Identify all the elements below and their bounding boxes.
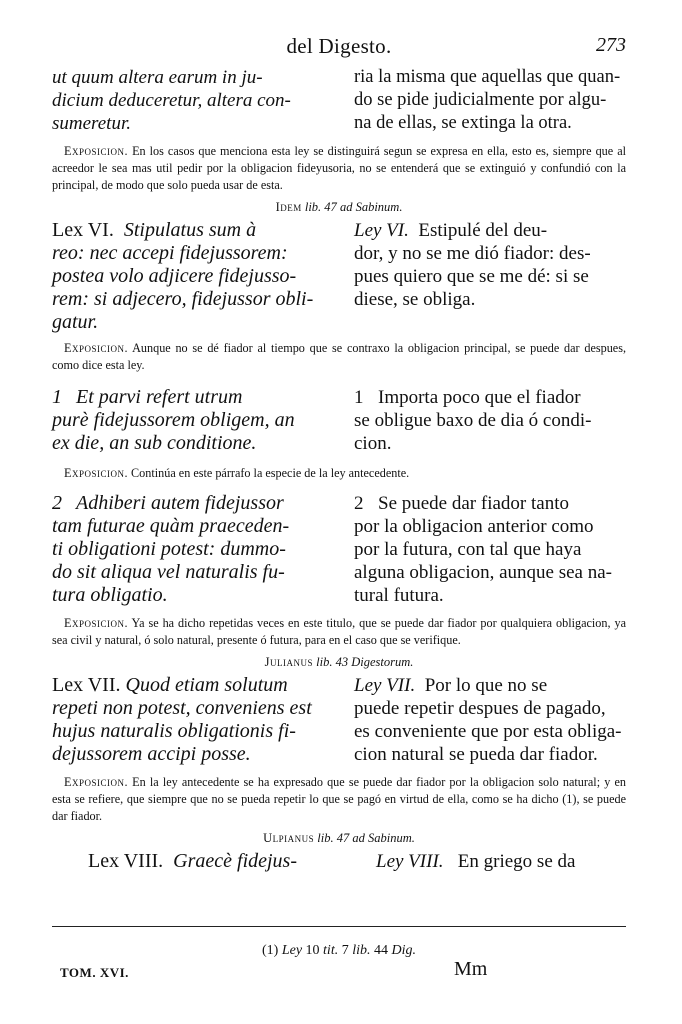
exposicion-note [52, 615, 626, 649]
paragraph-number: 2 [52, 492, 62, 514]
spanish-line: do se pide judicialmente por algu- [354, 90, 607, 110]
spanish-column [354, 66, 626, 135]
spanish-line: Estipulé del deu- [418, 220, 548, 241]
spanish-column [354, 674, 626, 766]
spanish-line: dor, y no se me dió fiador: des- [354, 243, 591, 264]
source-citation [52, 655, 626, 670]
spanish-line: Por lo que no se [424, 675, 548, 696]
spanish-line: es conveniente que por esta obliga- [354, 721, 622, 742]
footnote-mark: (1) [262, 943, 279, 958]
latin-line: hujus naturalis obligationis fi- [52, 720, 296, 742]
exposicion-label: Exposicion. [64, 775, 128, 789]
spanish-line: Importa poco que el fiador [378, 387, 581, 408]
spanish-line: puede repetir despues de pagado, [354, 698, 606, 719]
latin-line: do sit aliqua vel naturalis fu- [52, 561, 285, 583]
source-book: lib. 47 [304, 200, 337, 214]
spanish-column [354, 219, 626, 334]
exposicion-text: Ya se ha dicho repetidas veces en este titulo, que se puede dar fiador por qualquiera obligacion, ya sea civil y natural, ó solo natural, presente ó futura, para en el caso que se verifique. [52, 616, 626, 647]
ley-heading: Ley VIII. [376, 851, 444, 872]
exposicion-text: En los casos que menciona esta ley se distinguirá segun se expresa en ella, esto es, siempre que al acreedor le sea mas util pedir por la obligacion fideyusoria, no se entenderá que se extinguió y confundió con la principal, de modo que solo pueda usar de esta. [52, 144, 627, 192]
spanish-column [354, 386, 626, 455]
lex-vii-paragraph [52, 674, 626, 766]
lex-heading: Lex VIII. [88, 850, 164, 872]
footnote-lib: lib. [352, 943, 371, 958]
continuation-paragraph [52, 66, 626, 135]
latin-line: ti obligationi potest: dummo- [52, 538, 286, 560]
exposicion-label: Exposicion. [64, 466, 128, 480]
lex-viii-paragraph [52, 850, 626, 873]
latin-line: Stipulatus sum à [123, 219, 257, 241]
footnote-rule [52, 926, 626, 927]
ley-heading: Ley VI. [354, 220, 409, 241]
latin-line: purè fidejussorem obligem, an [52, 409, 295, 431]
latin-column [52, 492, 334, 607]
spanish-line: na de ellas, se extinga la otra. [354, 113, 572, 133]
footnote-book: 44 [374, 943, 388, 958]
paragraph-number: 2 [354, 493, 364, 514]
source-author: Idem [275, 200, 302, 214]
source-citation [52, 200, 626, 215]
exposicion-label: Exposicion. [64, 144, 128, 158]
page-header [52, 30, 626, 60]
latin-column [52, 674, 334, 766]
footnote-num: 7 [341, 943, 349, 958]
spanish-line: Se puede dar fiador tanto [378, 493, 569, 514]
signature-mark: Mm [454, 958, 488, 980]
source-book: lib. 47 [317, 831, 350, 845]
latin-column [52, 66, 334, 135]
latin-column [52, 386, 334, 455]
lex-heading: Lex VII. [52, 674, 121, 696]
spanish-line: por la futura, con tal que haya [354, 539, 582, 560]
page-number: 273 [596, 34, 626, 56]
spanish-line: ria la misma que aquellas que quan- [354, 67, 621, 87]
paragraph-2 [52, 492, 626, 607]
spanish-line: pues quiero que se me dé: si se [354, 266, 589, 287]
exposicion-text: Aunque no se dé fiador al tiempo que se contraxo la obligacion principal, se puede dar despues, como dice esta ley. [52, 341, 627, 372]
exposicion-note [52, 340, 626, 374]
ley-heading: Ley VII. [354, 675, 416, 696]
source-citation [52, 831, 626, 846]
latin-line: tura obligatio. [52, 584, 168, 606]
spanish-line: tural futura. [354, 585, 444, 606]
exposicion-note [52, 143, 626, 194]
paragraph-number: 1 [52, 386, 62, 408]
source-work: Digestorum. [351, 655, 414, 669]
latin-line: repeti non potest, conveniens est [52, 697, 312, 719]
source-book: lib. 43 [316, 655, 349, 669]
exposicion-label: Exposicion. [64, 616, 128, 630]
exposicion-label: Exposicion. [64, 341, 128, 355]
spanish-line: diese, se obliga. [354, 289, 476, 310]
spanish-line: se obligue baxo de dia ó condi- [354, 410, 592, 431]
latin-line: tam futurae quàm praeceden- [52, 515, 290, 537]
spanish-column [354, 850, 626, 873]
latin-line: Adhiberi autem fidejussor [76, 492, 284, 514]
latin-line: Graecè fidejus- [173, 850, 298, 872]
tome-label: TOM. XVI. [60, 965, 129, 980]
latin-line: sumeretur. [52, 113, 131, 134]
latin-line: Quod etiam solutum [125, 674, 288, 696]
latin-line: Et parvi refert utrum [76, 386, 243, 408]
latin-line: rem: si adjecero, fidejussor obli- [52, 288, 314, 310]
spanish-line: cion. [354, 433, 392, 454]
latin-column [52, 219, 334, 334]
exposicion-note [52, 774, 626, 825]
source-work: ad Sabinum. [352, 831, 415, 845]
source-work: ad Sabinum. [339, 200, 403, 214]
footnote-ref: 10 [305, 943, 320, 958]
footnote-ley: Ley [281, 943, 303, 958]
latin-column [52, 850, 334, 873]
latin-line: postea volo adjicere fidejusso- [52, 265, 297, 287]
footnote-tit: tit. [323, 943, 339, 958]
footnote [52, 943, 626, 959]
spanish-column [354, 492, 626, 607]
spanish-line: cion natural se pueda dar fiador. [354, 744, 598, 765]
exposicion-text: En la ley antecedente se ha expresado que se puede dar fiador por la obligacion solo natural; y en esta se refiere, que siempre que no se pueda repetir lo que se pagó en virtud de ella, como se ha dicho (1), se puede dar fiador. [52, 775, 627, 823]
source-author: Julianus [264, 655, 313, 669]
spanish-line: alguna obligacion, aunque sea na- [354, 562, 612, 583]
latin-line: ut quum altera earum in ju- [52, 67, 263, 88]
latin-line: dejussorem accipi posse. [52, 743, 251, 765]
latin-line: ex die, an sub conditione. [52, 432, 257, 454]
source-author: Ulpianus [263, 831, 315, 845]
lex-heading: Lex VI. [52, 219, 114, 241]
exposicion-text: Continúa en este párrafo la especie de la ley antecedente. [131, 466, 410, 480]
spanish-line: por la obligacion anterior como [354, 516, 594, 537]
exposicion-note [52, 465, 626, 482]
latin-line: gatur. [52, 311, 99, 333]
running-title: del Digesto. [286, 34, 392, 58]
latin-line: dicium deduceretur, altera con- [52, 90, 291, 111]
page [52, 30, 627, 980]
paragraph-1 [52, 386, 626, 455]
lex-vi-paragraph [52, 219, 626, 334]
spanish-line: En griego se da [457, 851, 576, 872]
footnote-dig: Dig. [391, 943, 416, 958]
paragraph-number: 1 [354, 387, 364, 408]
latin-line: reo: nec accepi fidejussorem: [52, 242, 288, 264]
